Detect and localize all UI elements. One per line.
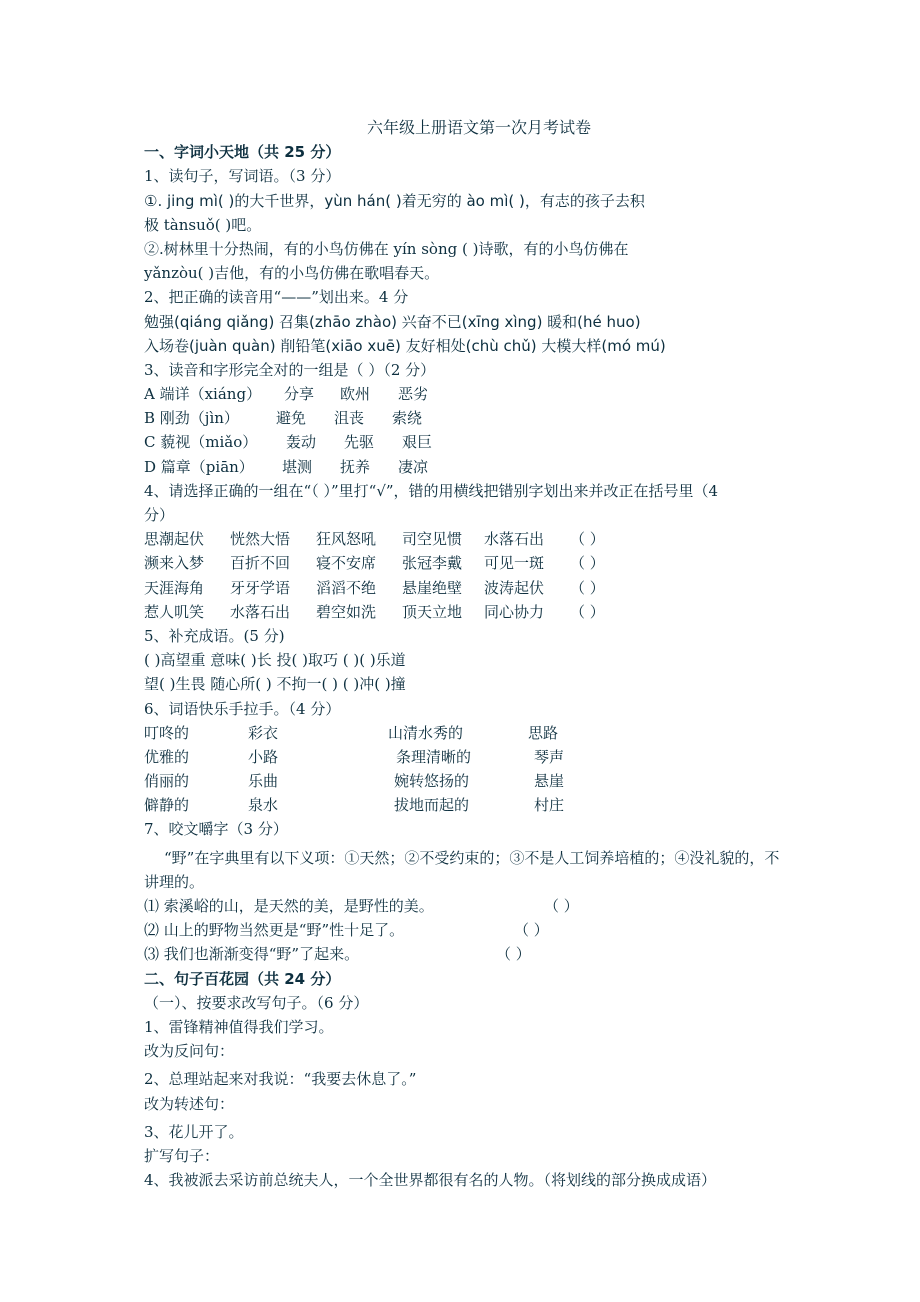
question-7-item (144, 918, 794, 942)
question-4-row (144, 600, 794, 624)
word-left-match: 乐曲 (248, 772, 279, 791)
option-c-label: C 藐视（miǎo） (144, 433, 258, 452)
idiom: 思潮起伏 (144, 530, 205, 549)
option-word: 先驱 (344, 433, 375, 452)
option-word: 抚养 (340, 457, 371, 476)
rewrite-question: 4、我被派去采访前总统夫人，一个全世界都很有名的人物。（将划线的部分换成成语） (144, 1171, 717, 1190)
idiom: 牙牙学语 (230, 578, 291, 597)
answer-blank: （ ） (570, 602, 605, 621)
option-word: 索绕 (392, 409, 423, 428)
item-text: ⑶ 我们也渐渐变得“野”了起来。 (144, 945, 360, 964)
question-4-heading: 4、请选择正确的一组在“（ ）”里打“√”，错的用横线把错别字划出来并改正在括号里（4 (144, 481, 719, 500)
option-word: 恶劣 (398, 385, 429, 404)
option-word: 避免 (276, 409, 307, 428)
exam-page (144, 116, 794, 1192)
question-7-item (144, 942, 794, 966)
question-1-sentence-2: ②.树林里十分热闹，有的小鸟仿佛在 yín sòng ( )诗歌，有的小鸟仿佛在 (144, 239, 629, 258)
word-right-match: 思路 (528, 723, 559, 742)
answer-blank: （ ） (570, 530, 605, 549)
word-left-match: 泉水 (248, 796, 279, 815)
question-5-line-1: ( )高望重 意味( )长 投( )取巧 ( )( )乐道 (144, 651, 406, 670)
word-left-match: 小路 (248, 747, 279, 766)
question-1-sentence-1: ①. jing mì( )的大千世界，yùn hán( )着无穷的 ào mì( )，有志的孩子去积 (144, 191, 645, 210)
section-heading-1: 一、字词小天地（共 25 分） (144, 143, 341, 162)
option-word: 轰动 (286, 433, 317, 452)
word-left: 优雅的 (144, 747, 190, 766)
answer-blank: （ ） (570, 578, 605, 597)
question-4-heading-cont: 分） (144, 506, 175, 524)
rewrite-instruction: 扩写句子： (144, 1146, 220, 1165)
word-right-match: 琴声 (534, 747, 565, 766)
idiom: 寝不安席 (316, 554, 377, 573)
question-1-heading: 1、读句子，写词语。（3 分） (144, 167, 341, 186)
rewrite-instruction: 改为转述句： (144, 1094, 235, 1113)
question-4-row (144, 576, 794, 600)
word-right: 山清水秀的 (388, 723, 464, 742)
idiom: 百折不回 (230, 554, 291, 573)
idiom: 天涯海角 (144, 578, 205, 597)
question-7-item (144, 894, 794, 918)
option-word: 堪测 (282, 457, 313, 476)
rewrite-question: 1、雷锋精神值得我们学习。 (144, 1017, 334, 1036)
word-right: 条理清晰的 (396, 747, 472, 766)
question-3-option-d (144, 455, 794, 479)
answer-blank: （ ） (544, 897, 579, 916)
question-6-heading: 6、词语快乐手拉手。（4 分） (144, 699, 341, 718)
item-text: ⑵ 山上的野物当然更是“野”性十足了。 (144, 921, 405, 940)
option-a-label: A 端详（xiáng） (144, 385, 262, 404)
idiom: 司空见惯 (402, 530, 463, 549)
option-d-label: D 篇章（piān） (144, 457, 254, 476)
question-2-line-1: 勉强(qiáng qiǎng) 召集(zhāo zhào) 兴奋不已(xīng xìng) 暖和(hé huo) (144, 312, 641, 331)
question-1-sentence-2-cont: yǎnzòu( )吉他，有的小鸟仿佛在歌唱春天。 (144, 264, 440, 283)
idiom: 同心协力 (484, 602, 545, 621)
option-b-label: B 刚劲（jìn） (144, 409, 239, 428)
option-word: 欧州 (340, 385, 371, 404)
rewrite-instruction: 改为反问句： (144, 1042, 235, 1061)
idiom: 波涛起伏 (484, 578, 545, 597)
idiom: 水落石出 (230, 602, 291, 621)
word-left-match: 彩衣 (248, 723, 279, 742)
page-title: 六年级上册语文第一次月考试卷 (366, 118, 591, 137)
rewrite-question: 2、总理站起来对我说：“我要去休息了。” (144, 1070, 417, 1089)
idiom: 濒来入梦 (144, 554, 205, 573)
idiom: 惹人叽笑 (144, 602, 205, 621)
question-7-definition: “野”在字典里有以下义项：①天然；②不受约束的；③不是人工饲养培植的；④没礼貌的，不讲理的。 (144, 848, 780, 891)
word-right: 婉转悠扬的 (394, 772, 470, 791)
idiom: 滔滔不绝 (316, 578, 377, 597)
idiom: 可见一斑 (484, 554, 545, 573)
word-right-match: 村庄 (534, 796, 565, 815)
rewrite-question: 3、花儿开了。 (144, 1122, 244, 1141)
word-left: 僻静的 (144, 796, 190, 815)
question-7-heading: 7、咬文嚼字（3 分） (144, 820, 288, 839)
subsection-heading: （一）、按要求改写句子。（6 分） (144, 993, 369, 1012)
answer-blank: （ ） (496, 945, 531, 964)
option-word: 艰巨 (402, 433, 433, 452)
idiom: 悬崖绝壁 (402, 578, 463, 597)
idiom: 顶天立地 (402, 602, 463, 621)
question-2-line-2: 入场卷(juàn quàn) 削铅笔(xiāo xuē) 友好相处(chù chǔ) 大模大样(mó mú) (144, 336, 666, 355)
idiom: 水落石出 (484, 530, 545, 549)
item-text: ⑴ 索溪峪的山，是天然的美，是野性的美。 (144, 897, 434, 916)
question-3-option-b (144, 406, 794, 430)
question-6-row (144, 745, 794, 769)
answer-blank: （ ） (570, 554, 605, 573)
idiom: 狂风怒吼 (316, 530, 377, 549)
question-3-option-a (144, 382, 794, 406)
question-4-row (144, 527, 794, 551)
option-word: 分享 (284, 385, 315, 404)
idiom: 张冠李戴 (402, 554, 463, 573)
word-right-match: 悬崖 (534, 772, 565, 791)
question-3-heading: 3、读音和字形完全对的一组是（ ）（2 分） (144, 360, 436, 379)
question-5-line-2: 望( )生畏 随心所( ) 不拘一( ) ( )冲( )撞 (144, 675, 406, 694)
question-3-option-c (144, 430, 794, 454)
word-left: 叮咚的 (144, 723, 190, 742)
idiom: 碧空如洗 (316, 602, 377, 621)
question-6-row (144, 793, 794, 817)
word-right: 拔地而起的 (394, 796, 470, 815)
section-heading-2: 二、句子百花园（共 24 分） (144, 969, 341, 988)
question-1-sentence-1-cont: 极 tànsuǒ( )吧。 (144, 215, 262, 234)
question-5-heading: 5、补充成语。(5 分) (144, 626, 285, 645)
idiom: 恍然大悟 (230, 530, 291, 549)
question-6-row (144, 769, 794, 793)
question-6-row (144, 721, 794, 745)
question-4-row (144, 551, 794, 575)
option-word: 沮丧 (334, 409, 365, 428)
answer-blank: （ ） (514, 921, 549, 940)
question-2-heading: 2、把正确的读音用“——”划出来。4 分 (144, 288, 409, 307)
word-left: 俏丽的 (144, 772, 190, 791)
option-word: 凄凉 (398, 457, 429, 476)
